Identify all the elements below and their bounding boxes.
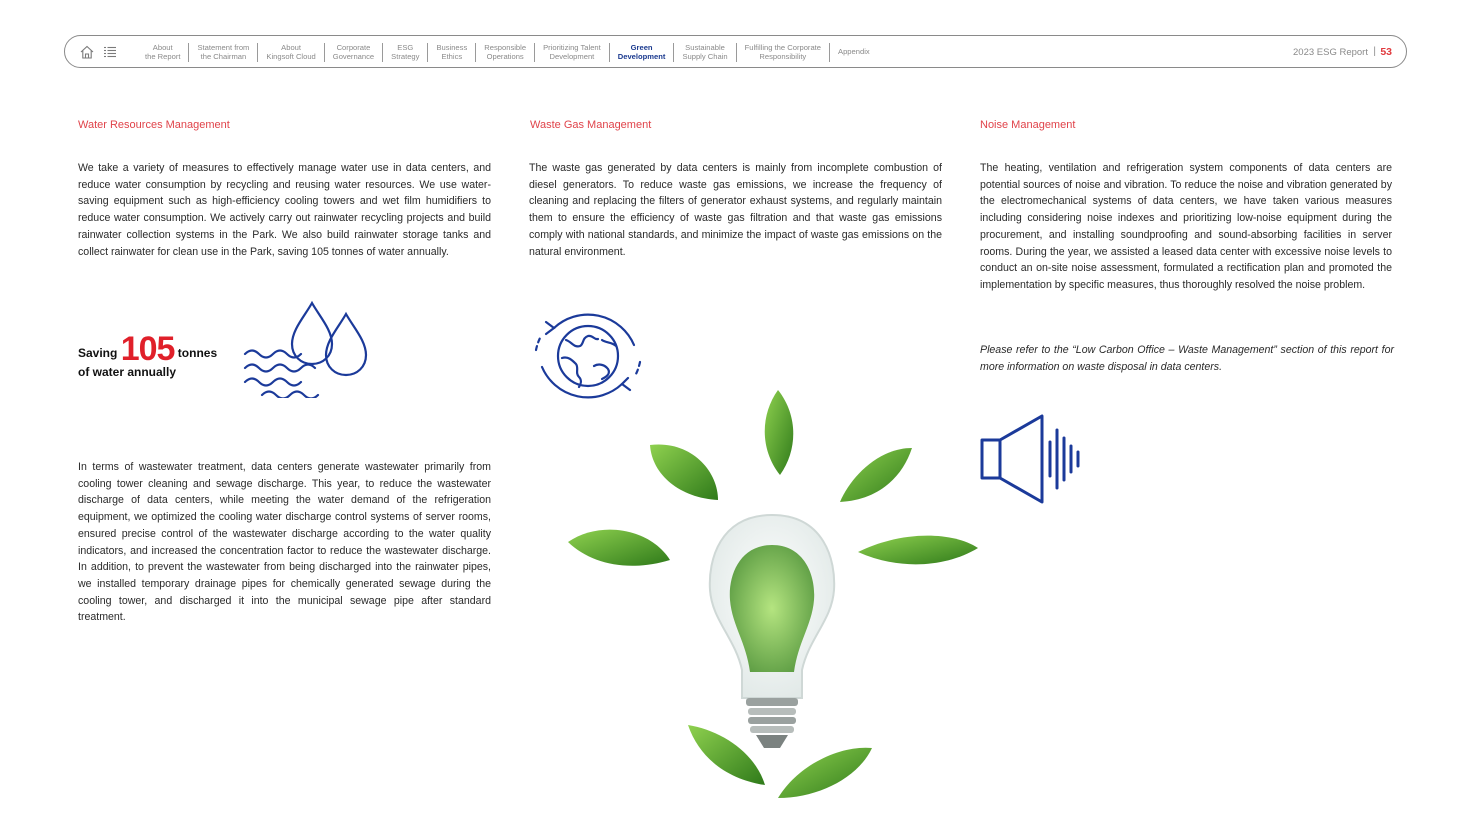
nav-icon-group [79,44,117,60]
nav-tab[interactable]: Prioritizing Talent Development [535,43,610,62]
nav-tab[interactable]: Fulfilling the Corporate Responsibility [737,43,830,62]
nav-tab[interactable]: About Kingsoft Cloud [258,43,324,62]
wastewater-paragraph: In terms of wastewater treatment, data centers generate wastewater primarily from cooling tower cleaning and sewage discharge. This year, to reduce the wastewater discharge of data centers, while meeting the water demand of the refrigeration equipment, we optimized the cooling water discharge control systems of server rooms, ensured precise control of the wastewater discharge according to the water quality indicators, and increased the concentration factor to reduce the wastewater discharge. In addition, to prevent the wastewater from being discharged into the rainwater pipes, we installed temporary drainage pipes for chemically generated sewage during the cooling tower, and discharged it into the municipal sewage pipe after standard treatment. [78,461,491,624]
noise-section-heading: Noise Management [980,119,1076,131]
nav-tab[interactable]: ESG Strategy [383,43,428,62]
nav-tab[interactable]: About the Report [137,43,189,62]
saving-line2: of water annually [78,365,177,379]
page-separator: | [1373,46,1376,57]
light-bulb-leaves-illustration [560,380,990,810]
nav-tab[interactable]: Business Ethics [428,43,476,62]
noise-paragraph: The heating, ventilation and refrigeration system components of data centers are potential sources of noise and vibration. To reduce the noise and vibration generated by the electromechanical systems of data centers, we have taken various measures including considering noise indexes and prioritizing low-noise equipment during the procurement, and installing soundproofing and sound-absorbing facilities in server rooms. During the year, we assisted a leased data center with excessive noise levels to conduct an on-site noise assessment, formulated a rectification plan and promoted the implementation by specific measures, thus thoroughly resolved the noise problem. [980,162,1392,291]
saving-number: 105 [120,330,175,368]
list-menu-icon[interactable] [103,45,117,59]
saving-prefix: Saving [78,346,118,360]
report-title: 2023 ESG Report [1293,47,1368,58]
water-drops-waves-icon [242,300,372,398]
nav-tab[interactable]: Corporate Governance [325,43,383,62]
home-icon[interactable] [79,44,95,60]
page-number: 53 [1380,46,1392,58]
top-navigation-bar [64,35,1407,68]
nav-tab[interactable]: Sustainable Supply Chain [674,43,736,62]
water-paragraph: We take a variety of measures to effectively manage water use in data centers, and reduce water consumption by recycling and reusing water resources. We use water-saving equipment such as high-efficiency cooling towers and wet film humidifiers to reduce water consumption. We actively carry out rainwater recycling projects and build rainwater collection systems in the Park. We also build rainwater storage tanks and collect rainwater for clean use in the Park, saving 105 tonnes of water annually. [78,162,491,258]
nav-tab[interactable]: Appendix [838,47,870,57]
water-saving-callout [78,330,218,382]
saving-suffix: tonnes [177,346,218,360]
water-section-heading: Water Resources Management [78,119,230,131]
gas-section-heading: Waste Gas Management [530,119,652,131]
nav-tab[interactable]: Responsible Operations [476,43,535,62]
speaker-sound-icon [978,412,1084,508]
nav-tab[interactable]: Green Development [610,43,675,62]
gas-paragraph: The waste gas generated by data centers is mainly from incomplete combustion of diesel generators. To reduce waste gas emissions, we increase the frequency of cleaning and replacing the filters of generator exhaust systems, and regularly maintain them to ensure the efficiency of waste gas filtration and that waste gas emissions comply with national standards, and minimize the impact of waste gas emissions on the natural environment. [529,162,942,258]
noise-reference-note: Please refer to the “Low Carbon Office – Waste Management” section of this report for more information on waste disposal in data centers. [980,344,1394,373]
nav-tab[interactable]: Statement from the Chairman [189,43,258,62]
bulb-group [710,515,834,748]
nav-tab-list [137,40,878,64]
